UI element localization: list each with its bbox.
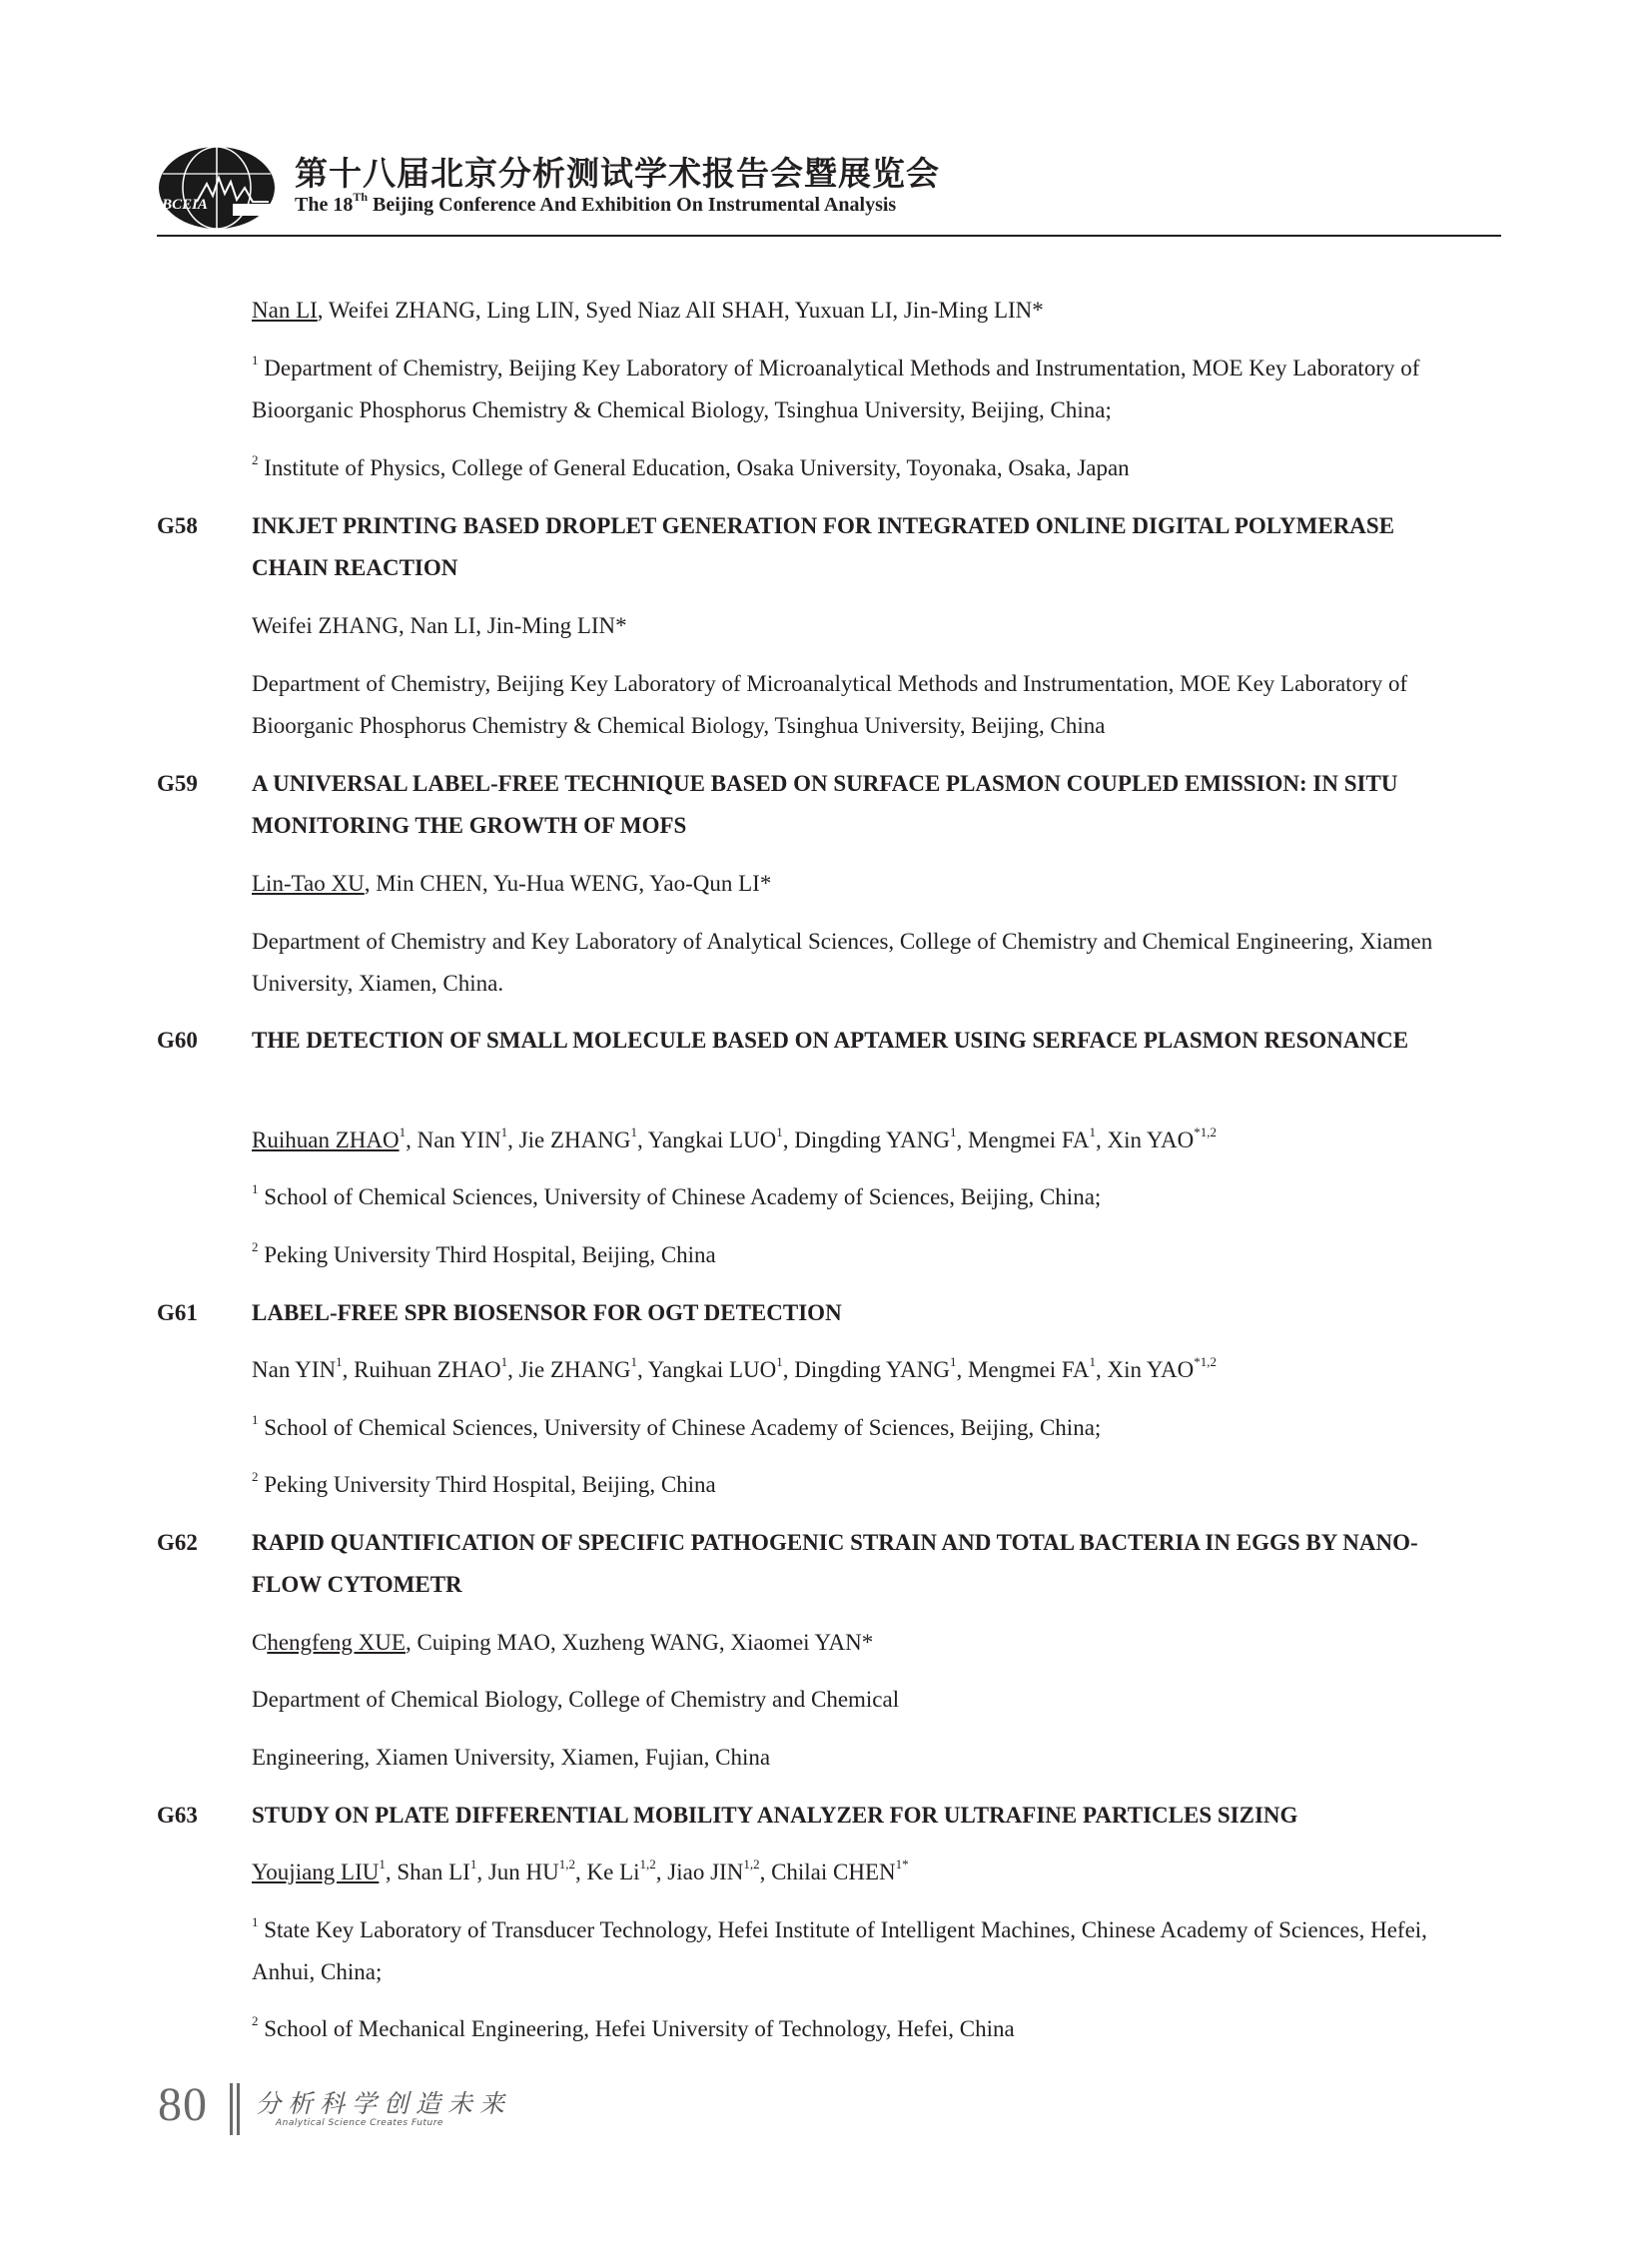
- logo-text: BCEIA: [162, 197, 208, 213]
- conference-title-en: The 18Th Beijing Conference And Exhibition On Instrumental Analysis: [295, 190, 897, 216]
- page-header: [157, 138, 1501, 236]
- footer-divider-bars: [230, 2083, 242, 2135]
- presenting-author: Youjiang LIU: [252, 1860, 380, 1884]
- affiliation-1: $^1$ Department of Chemistry, Beijing Key Laboratory of Microanalytical Methods and Instrumentation, MOE Key Laboratory of Bioorganic Phosphorus Chemistry & Chemical Biology, Tsinghua University, Beijing, China;: [252, 353, 1420, 422]
- affiliation-1: $^1$ School of Chemical Sciences, University of Chinese Academy of Sciences, Beijing, China;: [252, 1412, 1102, 1440]
- affiliation-2: $^2$ Peking University Third Hospital, Beijing, China: [252, 1469, 716, 1497]
- entry-label: G58: [157, 513, 198, 538]
- affiliation-1: $^1$ State Key Laboratory of Transducer Technology, Hefei Institute of Intelligent Machines, Chinese Academy of Sciences, Hefei, Anhui, China;: [252, 1914, 1427, 1984]
- entry-label: G60: [157, 1028, 198, 1053]
- entry-label: G62: [157, 1530, 198, 1555]
- author-list: Nan YIN$^1$, Ruihuan ZHAO$^1$, Jie ZHANG$^1$, Yangkai LUO$^1$, Dingding YANG$^1$, Mengmei $FA^1$, Xin YAO$^{*1,2}$: [252, 1354, 1217, 1382]
- entry-title: RAPID QUANTIFICATION OF SPECIFIC PATHOGENIC STRAIN AND TOTAL BACTERIA IN EGGS BY NANO-FLOW CYTOMETR: [252, 1530, 1418, 1597]
- affiliation-2: $^2$ Peking University Third Hospital, Beijing, China: [252, 1239, 716, 1267]
- presenting-author: Lin-Tao XU: [252, 871, 365, 896]
- entry-label: G59: [157, 771, 198, 796]
- entry-title: INKJET PRINTING BASED DROPLET GENERATION FOR INTEGRATED ONLINE DIGITAL POLYMERASE CHAIN REACTION: [252, 513, 1395, 580]
- footer-slogan-en: Analytical Science Creates Future: [276, 2118, 443, 2128]
- affiliation: Department of Chemistry and Key Laboratory of Analytical Sciences, College of Chemistry and Chemical Engineering, Xiamen University, Xiamen, China.: [252, 929, 1433, 996]
- affiliation-line-2: Engineering, Xiamen University, Xiamen, Fujian, China: [252, 1745, 771, 1770]
- author-list: Weifei ZHANG, Nan LI, Jin-Ming LIN*: [252, 613, 627, 638]
- author-list: Lin-Tao XU, Min CHEN, Yu-Hua WENG, Yao-Qun LI*: [252, 871, 772, 896]
- author-list: Nan LI, Weifei ZHANG, Ling LIN, Syed Niaz AlI SHAH, Yuxuan LI, Jin-Ming LIN*: [252, 298, 1044, 323]
- page-number: 80: [158, 2078, 208, 2131]
- presenting-author: Ruihuan ZHAO: [252, 1127, 400, 1152]
- bceia-logo: [157, 144, 283, 232]
- entry-title: THE DETECTION OF SMALL MOLECULE BASED ON APTAMER USING SERFACE PLASMON RESONANCE: [252, 1028, 1409, 1053]
- footer-slogan-cn: 分析科学创造未来: [256, 2089, 512, 2118]
- presenting-author: hengfeng XUE: [267, 1630, 406, 1655]
- entry-label: G61: [157, 1300, 198, 1325]
- entry-title: STUDY ON PLATE DIFFERENTIAL MOBILITY ANALYZER FOR ULTRAFINE PARTICLES SIZING: [252, 1803, 1298, 1828]
- header-rule: [157, 235, 1501, 237]
- affiliation-2: $^2$ School of Mechanical Engineering, Hefei University of Technology, Hefei, China: [252, 2013, 1015, 2041]
- entry-title: LABEL-FREE SPR BIOSENSOR FOR OGT DETECTION: [252, 1300, 842, 1325]
- affiliation: Department of Chemistry, Beijing Key Laboratory of Microanalytical Methods and Instrumentation, MOE Key Laboratory of Bioorganic Phosphorus Chemistry & Chemical Biology, Tsinghua University, Beijing, China: [252, 671, 1408, 738]
- affiliation-1: $^1$ School of Chemical Sciences, University of Chinese Academy of Sciences, Beijing, China;: [252, 1181, 1102, 1209]
- entry-title: A UNIVERSAL LABEL-FREE TECHNIQUE BASED ON SURFACE PLASMON COUPLED EMISSION: IN SITU MONITORING THE GROWTH OF MOFS: [252, 771, 1398, 838]
- entry-label: G63: [157, 1803, 198, 1828]
- presenting-author: Nan LI: [252, 298, 318, 323]
- author-list: Ruihuan ZHAO$^1$, Nan YIN$^1$, Jie ZHANG$^1$, Yangkai LUO$^1$, Dingding YANG$^1$, Mengmei $FA^1$, Xin YAO$^{*1,2}$: [252, 1124, 1217, 1152]
- conference-title-cn: 第十八届北京分析测试学术报告会暨展览会: [295, 154, 940, 193]
- author-list: Chengfeng XUE, Cuiping MAO, Xuzheng WANG, Xiaomei YAN*: [252, 1630, 874, 1655]
- author-list: Youjiang LIU$^1$, Shan $LI^1$, Jun HU$^{1,2}$, Ke Li$^{1,2}$, Jiao JIN$^{1,2}$, Chilai $CHEN^{1*}$: [252, 1857, 909, 1884]
- affiliation-line-1: Department of Chemical Biology, College of Chemistry and Chemical: [252, 1687, 900, 1712]
- affiliation-2: $^2$ Institute of Physics, College of General Education, Osaka University, Toyonaka, Osaka, Japan: [252, 452, 1130, 480]
